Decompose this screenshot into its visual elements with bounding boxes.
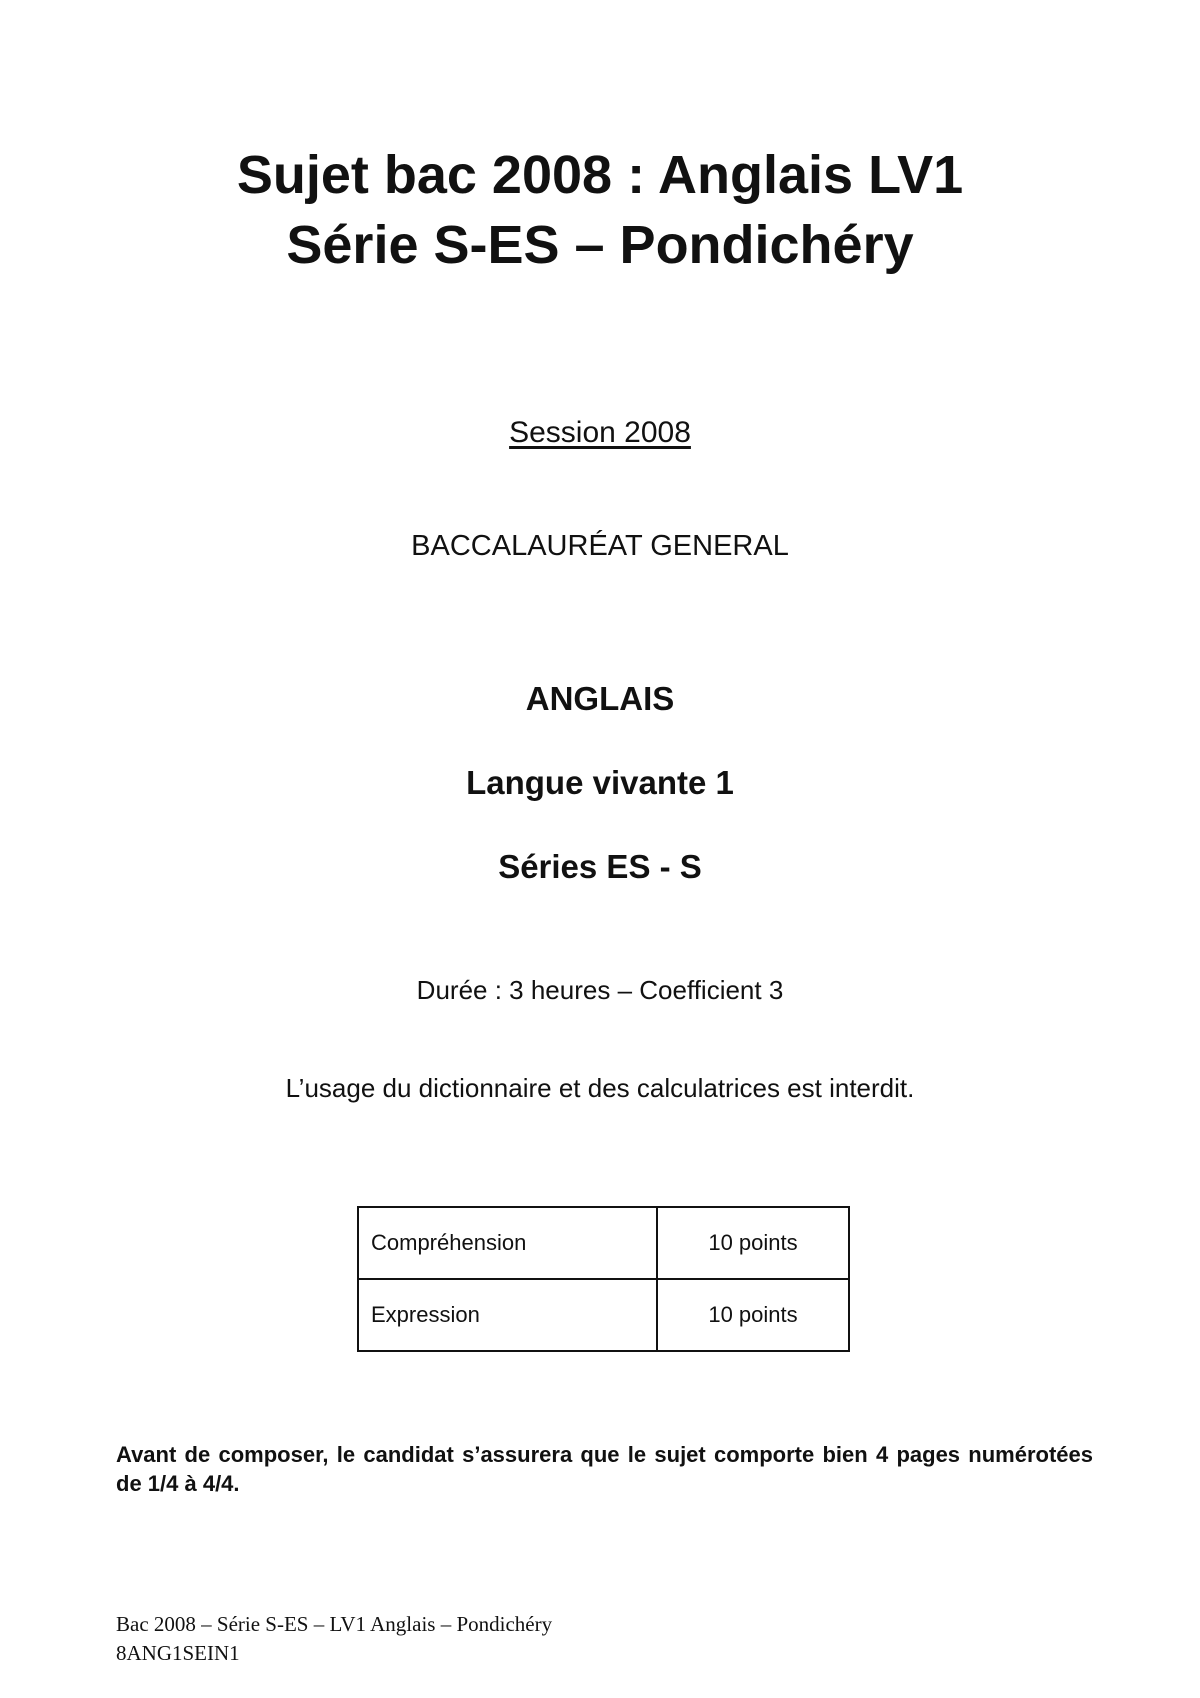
language-level-heading: Langue vivante 1 [466,764,734,801]
section-label-cell: Compréhension [358,1207,657,1279]
table-row [358,1207,849,1279]
title-line-2: Série S-ES – Pondichéry [286,215,914,275]
series-heading: Séries ES - S [498,848,702,885]
usage-rule-text: L’usage du dictionnaire et des calculatrices est interdit. [285,1073,915,1103]
duration-text: Durée : 3 heures – Coefficient 3 [416,975,784,1005]
footer-code: 8ANG1SEIN1 [116,1641,240,1665]
diploma-label: BACCALAURÉAT GENERAL [411,530,789,562]
candidate-notice: Avant de composer, le candidat s’assurera que le sujet comporte bien 4 pages numérotées de 1/4 à 4/4. [116,1442,1093,1496]
document-title [0,140,1200,280]
page-footer [116,1610,552,1668]
scoring-table [357,1206,850,1352]
points-cell: 10 points [657,1279,849,1351]
points-cell: 10 points [657,1207,849,1279]
session-label: Session 2008 [509,416,691,449]
title-line-1: Sujet bac 2008 : Anglais LV1 [236,145,964,205]
footer-line-1: Bac 2008 – Série S-ES – LV1 Anglais – Pondichéry [116,1612,553,1636]
table-row [358,1279,849,1351]
subject-heading: ANGLAIS [525,680,675,717]
section-label-cell: Expression [358,1279,657,1351]
